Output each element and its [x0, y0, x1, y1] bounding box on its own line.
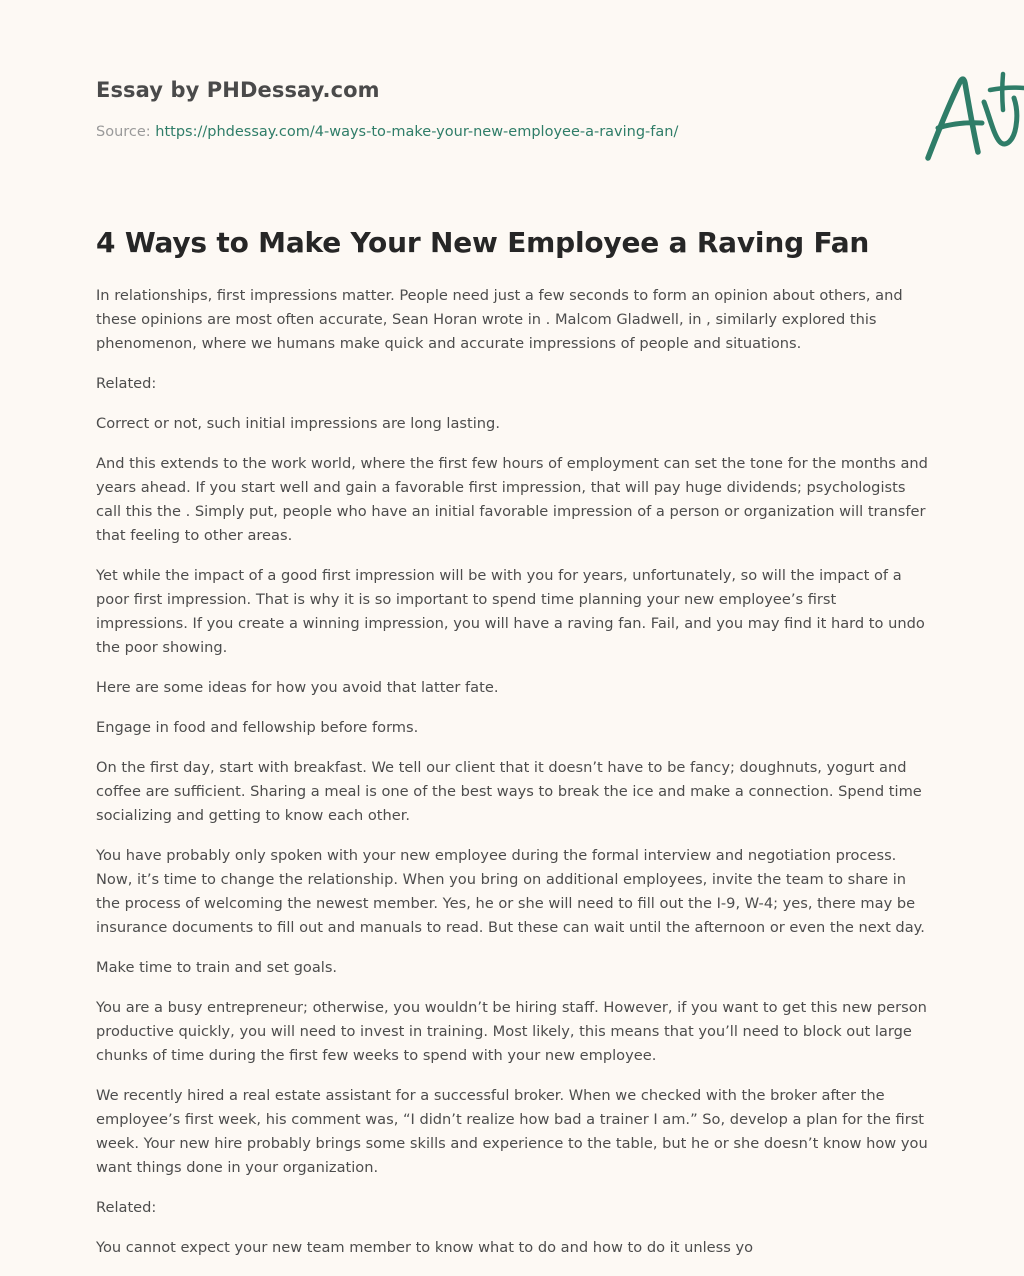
paragraph: In relationships, first impressions matter. People need just a few seconds to form an opinion about others, and these opinions are most often accurate, Sean Horan wrote in . Malcom Gladwell, in , similarly explored this phenomenon, where we humans make quick and accurate impressions of people and situations.: [96, 287, 903, 352]
paragraph: You cannot expect your new team member to know what to do and how to do it unless yo: [96, 1239, 754, 1256]
paragraph: Yet while the impact of a good first impression will be with you for years, unfortunately, so will the impact of a poor first impression. That is why it is so important to spend time planning your new employee’s first impressions. If you create a winning impression, you will have a raving fan. Fail, and you may find it hard to undo the poor showing.: [96, 567, 925, 656]
paragraph: On the first day, start with breakfast. We tell our client that it doesn’t have to be fancy; doughnuts, yogurt and coffee are sufficient. Sharing a meal is one of the best ways to break the ice and make a connection. Spend time socializing and getting to know each other.: [96, 759, 922, 824]
source-link[interactable]: https://phdessay.com/4-ways-to-make-your-new-employee-a-raving-fan/: [155, 124, 679, 140]
article-body: [96, 284, 928, 1276]
paragraph: Here are some ideas for how you avoid that latter fate.: [96, 679, 499, 696]
section-heading: Make time to train and set goals.: [96, 959, 338, 976]
a-plus-logo-icon: [916, 66, 1024, 166]
paragraph: You are a busy entrepreneur; otherwise, you wouldn’t be hiring staff. However, if you want to get this new person productive quickly, you will need to invest in training. Most likely, this means that you’ll need to block out large chunks of time during the first few weeks to spend with your new employee.: [96, 999, 927, 1064]
paragraph: Related:: [96, 1199, 157, 1216]
source-line: [96, 124, 678, 140]
paragraph: We recently hired a real estate assistant for a successful broker. When we checked with the broker after the employee’s first week, his comment was, “I didn’t realize how bad a trainer I am.” So, develop a plan for the first week. Your new hire probably brings some skills and experience to the table, but he or she doesn’t know how you want things done in your organization.: [96, 1087, 928, 1176]
paragraph: Related:: [96, 375, 157, 392]
source-label: Source:: [96, 124, 156, 140]
section-heading: Engage in food and fellowship before forms.: [96, 719, 419, 736]
paragraph: Correct or not, such initial impressions are long lasting.: [96, 415, 500, 432]
paragraph: You have probably only spoken with your new employee during the formal interview and negotiation process. Now, it’s time to change the relationship. When you bring on additional employees, invite the team to share in the process of welcoming the newest member. Yes, he or she will need to fill out the I-9, W-4; yes, there may be insurance documents to fill out and manuals to read. But these can wait until the afternoon or even the next day.: [96, 847, 925, 936]
article-title: 4 Ways to Make Your New Employee a Raving Fan: [96, 226, 870, 259]
site-brand: Essay by PHDessay.com: [96, 78, 380, 102]
paragraph: And this extends to the work world, where the first few hours of employment can set the tone for the months and years ahead. If you start well and gain a favorable first impression, that will pay huge dividends; psychologists call this the . Simply put, people who have an initial favorable impression of a person or organization will transfer that feeling to other areas.: [96, 455, 928, 544]
